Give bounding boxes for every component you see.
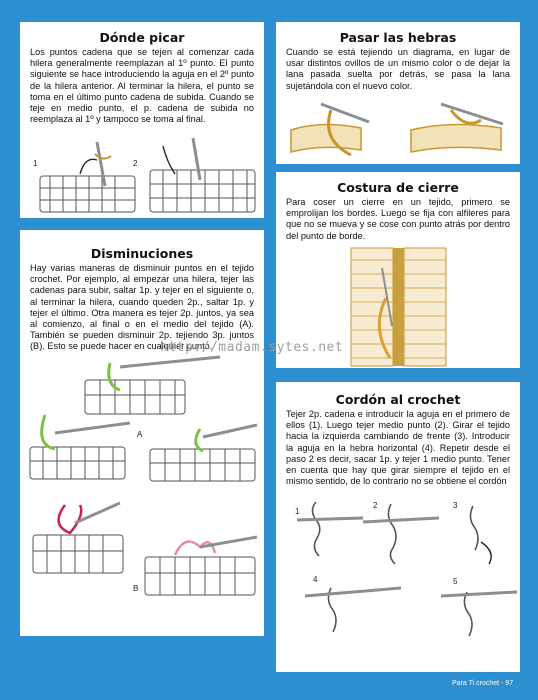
crochet-hook-icon: [120, 357, 220, 367]
section-text: Tejer 2p. cadena e introducir la aguja en el primero de ellos (1). Luego tejer medio punto (2). Girar el tejido hacia la izquierda cambiando de frente (3). Introducir la aguja en la hebra horizontal (4). Repetir desde el paso 2 es decir, sacar 1p. y tejer 1 medio punto. Tener en cuenta que hay que girar siempre el tejido en el mismo sentido, de lo contrario no se obtiene el cordón: [286, 409, 510, 487]
section-text: Los puntos cadena que se tejen al comenzar cada hilera generalmente reemplazan al 1º punto. El punto siguiente se hace introduciendo la aguja en el 2º punto de la hilera anterior. Al terminar la hilera, el punto se toma en el último punto cadena de subida. Cuando se teje en medio punto, el p. cadena de subida no reemplaza al 1º y tampoco se toma al final.: [30, 47, 254, 125]
card-disminuciones: [20, 230, 264, 636]
crochet-swatch-2: [150, 170, 255, 212]
card-pasar-hebras: [276, 22, 520, 164]
card-costura: [276, 172, 520, 368]
crochet-swatch-1: [40, 176, 135, 212]
arrow-icon: [481, 542, 491, 564]
step-label: 2: [373, 501, 378, 510]
donde-picar-illustration: [25, 134, 265, 219]
crochet-hook-icon: [441, 104, 503, 124]
crochet-hook-icon: [297, 518, 363, 520]
step-label: 1: [295, 507, 300, 516]
disminuciones-illustration: [25, 355, 265, 605]
pasar-hebras-illustration: [281, 100, 521, 160]
crochet-hook-icon: [441, 592, 517, 596]
crochet-hook-icon: [193, 138, 200, 180]
section-title: Disminuciones: [90, 246, 194, 261]
section-title: Cordón al crochet: [335, 392, 461, 407]
card-cordon: [276, 382, 520, 672]
costura-illustration: [346, 248, 456, 368]
figure-label: A: [137, 430, 143, 439]
section-text: Para coser un cierre en un tejido, primero se emprolijan los bordes. Luego se fija con alfileres para que no se mueva y se cose con punto atrás por dentro del punto de borde.: [286, 197, 510, 241]
crochet-hook-icon: [97, 142, 105, 186]
section-title: Pasar las hebras: [339, 30, 457, 45]
step-label: 2: [133, 159, 138, 168]
step-label: 4: [313, 575, 318, 584]
crochet-hook-icon: [363, 518, 439, 522]
step-label: 5: [453, 577, 458, 586]
crochet-hook-icon: [55, 423, 130, 433]
section-title: Dónde picar: [99, 30, 185, 45]
step-label: 1: [33, 159, 38, 168]
section-text: Hay varias maneras de disminuir puntos en el tejido crochet. Por ejemplo, al empezar una hilera, tejer las cadenas para subir, saltar 1p. y tejer en el siguiente o, al terminar la hilera, cuando queden 2p., saltar 1p. y tejer el último. Otra manera es tejer 2p. juntos, ya sea al comienzo, al final o en el medio del tejido (A). También se pueden disminuir 2p. tejiendo 3p. juntos (B). Esto se puede hacer en cualquier punto.: [30, 263, 254, 352]
card-donde-picar: [20, 22, 264, 218]
page-footer: Para Ti crochet - 97: [452, 680, 514, 687]
section-title: Costura de cierre: [337, 180, 459, 195]
arrow-icon: [80, 159, 97, 174]
crochet-hook-icon: [203, 425, 257, 437]
cordon-illustration: [281, 492, 521, 662]
zipper-icon: [393, 248, 404, 366]
crochet-hook-icon: [305, 588, 401, 596]
step-label: 3: [453, 501, 458, 510]
figure-label: B: [133, 584, 139, 593]
watermark: http://madam.sytes.net: [160, 340, 344, 355]
section-text: Cuando se está tejiendo un diagrama, en lugar de usar distintos ovillos de un mismo color o de dejar la lana pasada suelta por detrás, se pasa la lana sujetándola con el nuevo color.: [286, 47, 510, 91]
